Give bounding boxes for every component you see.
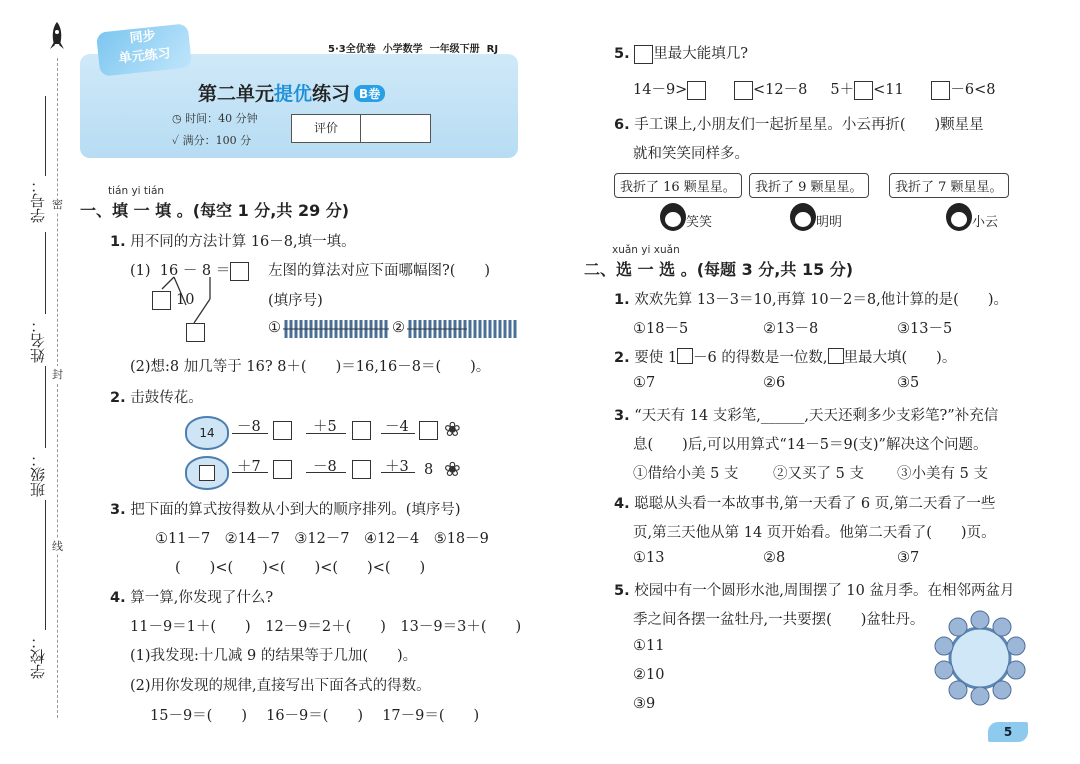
q5-box (634, 45, 653, 64)
q4: 4. 算一算,你发现了什么? (110, 590, 274, 606)
q5-exprs: 14－9> <12－8 5＋ <11 －6<8 (633, 82, 996, 98)
bubble-xiaoxiao: 我折了 16 颗星星。 (614, 173, 742, 198)
b-paper-badge: B卷 (354, 85, 385, 102)
row1-box1[interactable] (273, 421, 292, 440)
row2-box2[interactable] (352, 460, 371, 479)
evaluation-box[interactable] (291, 114, 431, 143)
q4-line2: (1)我发现:十几减 9 的结果等于几加( )。 (130, 648, 418, 664)
drum-start: 14 (185, 416, 229, 450)
child-face-icon-3 (946, 203, 972, 231)
c4-option-b[interactable]: ②8 (763, 550, 786, 566)
class-line (45, 366, 46, 448)
drum-row2 (185, 456, 229, 490)
name-xiaoyun: 小云 (972, 215, 999, 230)
binding-line (57, 58, 58, 718)
c3-option-c[interactable]: ③小美有 5 支 (897, 466, 988, 482)
row1-arrow3 (381, 433, 415, 434)
check-icon: ✓ (172, 134, 183, 147)
name-xiaoxiao: 笑笑 (686, 215, 713, 230)
child-face-icon-2 (790, 203, 816, 231)
row1-op1: －8 (237, 419, 261, 435)
row2-op2: －8 (313, 459, 337, 475)
c3-option-b[interactable]: ②又买了 5 支 (773, 466, 864, 482)
q1-sub1-note: (填序号) (268, 293, 323, 309)
c5-option-b[interactable]: ②10 (633, 667, 665, 683)
pond-with-flowers-illustration (930, 610, 1030, 706)
split-diagram (148, 275, 218, 347)
row1-op2: ＋5 (313, 419, 337, 435)
row2-arrow1 (232, 472, 268, 473)
row1-box3[interactable] (419, 421, 438, 440)
full-score: ✓ 满分：100 分 (172, 134, 252, 147)
c4: 4. 聪聪从头看一本故事书,第一天看了 6 页,第二天看了一些 (614, 496, 996, 512)
c4-option-a[interactable]: ①13 (633, 550, 665, 566)
time-limit: ◷ 时间：40 分钟 (172, 112, 258, 125)
c1: 1. 欢欢先算 13－3＝10,再算 10－2＝8,他计算的是( )。 (614, 292, 1008, 308)
q5-answer-1[interactable] (687, 81, 706, 100)
school-line (45, 500, 46, 630)
name-line (45, 232, 46, 314)
c3-line2: 息( )后,可以用算式“14－5＝9(支)”解决这个问题。 (633, 437, 988, 453)
row1-arrow2 (306, 433, 346, 434)
q3: 3. 把下面的算式按得数从小到大的顺序排列。(填序号) (110, 502, 461, 518)
c5-line2: 季之间各摆一盆牡丹,一共要摆( )盆牡丹。 (633, 612, 925, 628)
option-2-label: ② (392, 320, 405, 336)
seal-mark-feng: 封 (52, 368, 63, 381)
part2-heading: 二、选 一 选 。(每题 3 分,共 15 分) (584, 260, 854, 279)
part2-pinyin: xuǎn yi xuǎn (612, 244, 680, 256)
q5: 5. 里最大能填几? (614, 46, 748, 62)
q1-sub1-question: 左图的算法对应下面哪幅图?( ) (268, 263, 491, 279)
bubble-mingming: 我折了 9 颗星星。 (749, 173, 869, 198)
seal-mark-mi: 密 (52, 198, 63, 211)
c1-option-b[interactable]: ②13－8 (763, 321, 819, 337)
q4-line1[interactable]: 11－9＝1＋( ) 12－9＝2＋( ) 13－9＝3＋( ) (130, 619, 522, 635)
student-no-line (45, 96, 46, 176)
q2: 2. 击鼓传花。 (110, 390, 203, 406)
book-info: 5·3全优卷 小学数学 一年级下册 RJ (328, 44, 499, 55)
q6-line2: 就和笑笑同样多。 (633, 146, 749, 162)
part1-pinyin: tián yi tián (108, 185, 165, 197)
row2-end: 8 (424, 462, 434, 478)
c2: 2. 要使 1 －6 的得数是一位数, 里最大填( )。 (614, 350, 957, 366)
option-1-label: ① (268, 320, 281, 336)
bubble-xiaoyun: 我折了 7 颗星星。 (889, 173, 1009, 198)
c2-option-c[interactable]: ③5 (897, 375, 920, 391)
c3: 3. “天天有 14 支彩笔,______,天天还剩多少支彩笔?”补充信 (614, 408, 999, 424)
row2-op3: ＋3 (385, 459, 409, 475)
q3-items: ①11－7 ②14－7 ③12－7 ④12－4 ⑤18－9 (155, 531, 489, 547)
flower-icon: ❀ (444, 417, 461, 441)
c5: 5. 校园中有一个圆形水池,周围摆了 10 盆月季。在相邻两盆月 (614, 583, 1015, 599)
row1-arrow1 (232, 433, 268, 434)
rocket-icon (50, 22, 64, 50)
c5-option-c[interactable]: ③9 (633, 696, 656, 712)
answer-box[interactable] (230, 262, 249, 281)
child-face-icon-1 (660, 203, 686, 231)
row2-box1[interactable] (273, 460, 292, 479)
name-label: 姓名： (29, 318, 47, 363)
q5-answer-4[interactable] (931, 81, 950, 100)
clock-icon: ◷ (172, 112, 186, 125)
c5-option-a[interactable]: ①11 (633, 638, 665, 654)
evaluation-label: 评价 (292, 115, 361, 142)
sticks-picture-2 (407, 318, 519, 340)
name-mingming: 明明 (816, 215, 843, 230)
page-title: 第二单元提优练习 B卷 (198, 79, 385, 106)
class-label: 班级： (29, 452, 47, 497)
school-label: 学校： (29, 634, 47, 679)
row1-op3: －4 (385, 419, 409, 435)
row2-arrow2 (306, 472, 346, 473)
q1-sub1: (1) 16 － 8 ＝ (130, 259, 249, 281)
page-number: 5 (988, 722, 1028, 742)
seal-mark-xian: 线 (52, 540, 63, 553)
split-ten: 10 (176, 292, 195, 308)
c2-option-a[interactable]: ①7 (633, 375, 656, 391)
unit-tag: 同步 单元练习 (96, 23, 192, 76)
c2-option-b[interactable]: ②6 (763, 375, 786, 391)
split-box-2[interactable] (186, 323, 205, 342)
row2-op1: ＋7 (237, 459, 261, 475)
q5-answer-3[interactable] (854, 81, 873, 100)
q3-blanks[interactable]: ( )<( )<( )<( )<( ) (175, 560, 426, 576)
c3-option-a[interactable]: ①借给小美 5 支 (633, 466, 739, 482)
q1: 1. 用不同的方法计算 16－8,填一填。 (110, 234, 356, 250)
row2-arrow3 (381, 472, 415, 473)
q4-line4[interactable]: 15－9＝( ) 16－9＝( ) 17－9＝( ) (150, 708, 480, 724)
c1-option-a[interactable]: ①18－5 (633, 321, 689, 337)
q5-answer-2[interactable] (734, 81, 753, 100)
row1-box2[interactable] (352, 421, 371, 440)
part1-heading: 一、填 一 填 。(每空 1 分,共 29 分) (80, 201, 350, 220)
q4-line3: (2)用你发现的规律,直接写出下面各式的得数。 (130, 678, 431, 694)
sticks-picture-1 (283, 318, 391, 340)
student-no-label: 学号： (29, 178, 47, 223)
split-box-1[interactable] (152, 291, 171, 310)
c4-option-c[interactable]: ③7 (897, 550, 920, 566)
q1-sub2: (2)想:8 加几等于 16? 8＋( )＝16,16－8＝( )。 (130, 359, 491, 375)
c1-option-c[interactable]: ③13－5 (897, 321, 953, 337)
flower-icon-2: ❀ (444, 457, 461, 481)
q6: 6. 手工课上,小朋友们一起折星星。小云再折( )颗星星 (614, 117, 984, 133)
c4-line2: 页,第三天他从第 14 页开始看。他第二天看了( )页。 (633, 525, 996, 541)
